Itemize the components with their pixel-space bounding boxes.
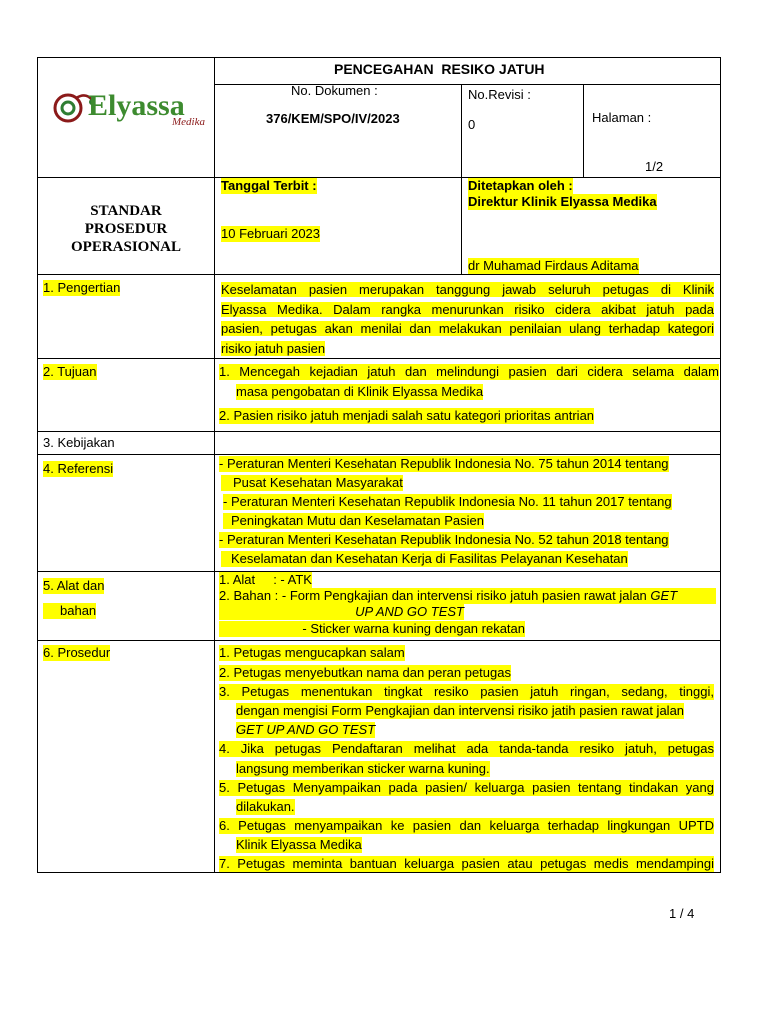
pengertian-line: Keselamatan pasien merupakan tanggung jawab seluruh petugas di Klinik: [221, 282, 714, 297]
prosedur-step: 2. Petugas menyebutkan nama dan peran petugas: [219, 665, 511, 680]
kebijakan-label: 3. Kebijakan: [43, 435, 115, 450]
pengertian-line: Elyassa Medika. Dalam rangka menurunkan risiko cidera akibat jatuh pada: [221, 301, 714, 317]
halaman-value: 1/2: [645, 159, 664, 174]
referensi-line: - Peraturan Menteri Kesehatan Republik Indonesia No. 52 tahun 2018 tentang: [219, 532, 669, 547]
tujuan-label: 2. Tujuan: [43, 364, 97, 379]
tanggal-terbit-label: Tanggal Terbit :: [221, 178, 317, 193]
prosedur-step: 1. Petugas mengucapkan salam: [219, 645, 405, 660]
pengertian-line: pasien, petugas akan menilai dan melakukan penilaian ulang terhadap kategori: [221, 321, 714, 336]
alat-item: 1. Alat : - ATK: [219, 572, 312, 587]
prosedur-step-cont: GET UP AND GO TEST: [236, 722, 376, 737]
ditetapkan-value: Direktur Klinik Elyassa Medika: [468, 194, 657, 209]
referensi-line: Pusat Kesehatan Masyarakat: [221, 475, 403, 491]
sop-heading-line1: STANDAR: [90, 203, 162, 219]
tujuan-item1-line2: masa pengobatan di Klinik Elyassa Medika: [236, 384, 484, 399]
logo-text: Elyassa: [88, 89, 185, 122]
bahan-item: 2. Bahan : - Form Pengkajian dan intervensi risiko jatuh pasien rawat jalan GET: [219, 588, 716, 604]
clinic-logo: [46, 88, 208, 132]
pengertian-line: risiko jatuh pasien: [221, 340, 326, 356]
alat-bahan-label-line1: 5. Alat dan: [43, 578, 105, 593]
prosedur-step-cont: Klinik Elyassa Medika: [236, 837, 362, 852]
sop-heading: [38, 202, 214, 256]
prosedur-label: 6. Prosedur: [43, 645, 111, 660]
no-revisi-value: 0: [468, 117, 476, 132]
prosedur-step-cont: langsung memberikan sticker warna kuning.: [236, 761, 490, 776]
signatory-name: dr Muhamad Firdaus Aditama: [468, 258, 639, 273]
prosedur-step-cont: dengan mengisi Form Pengkajian dan intervensi risiko jatih pasien rawat jalan: [236, 703, 685, 718]
document-title: PENCEGAHAN RESIKO JATUH: [334, 61, 545, 77]
referensi-line: Keselamatan dan Kesehatan Kerja di Fasilitas Pelayanan Kesehatan: [221, 551, 628, 567]
page-number: 1 / 4: [669, 906, 695, 921]
tujuan-item1-line1: 1. Mencegah kejadian jatuh dan melindungi pasien dari cidera selama dalam: [219, 364, 719, 379]
bahan-sticker: - Sticker warna kuning dengan rekatan: [219, 621, 525, 637]
sop-heading-line3: OPERASIONAL: [70, 239, 182, 255]
prosedur-step: 4. Jika petugas Pendaftaran melihat ada tanda-tanda resiko jatuh, petugas: [219, 741, 714, 756]
alat-bahan-label-line2: bahan: [43, 603, 96, 619]
pengertian-label: 1. Pengertian: [43, 280, 121, 295]
halaman-label: Halaman :: [592, 110, 652, 125]
logo-subtext: Medika: [172, 116, 205, 128]
tujuan-item2: 2. Pasien risiko jatuh menjadi salah satu kategori prioritas antrian: [219, 408, 595, 423]
referensi-line: - Peraturan Menteri Kesehatan Republik Indonesia No. 11 tahun 2017 tentang: [223, 494, 672, 509]
prosedur-step: 7. Petugas meminta bantuan keluarga pasien atau petugas medis mendampingi: [219, 856, 714, 871]
referensi-line: - Peraturan Menteri Kesehatan Republik Indonesia No. 75 tahun 2014 tentang: [219, 456, 669, 471]
bahan-item-cont: UP AND GO TEST: [219, 604, 464, 620]
referensi-label: 4. Referensi: [43, 461, 114, 476]
prosedur-step: 3. Petugas menentukan tingkat resiko pasien jatuh ringan, sedang, tinggi,: [219, 684, 714, 699]
prosedur-step: 6. Petugas menyampaikan ke pasien dan keluarga terhadap lingkungan UPTD: [219, 818, 714, 833]
no-dokumen-value: 376/KEM/SPO/IV/2023: [266, 111, 400, 126]
ditetapkan-label: Ditetapkan oleh :: [468, 178, 573, 193]
sop-heading-line2: PROSEDUR: [84, 221, 168, 237]
prosedur-step: 5. Petugas Menyampaikan pada pasien/ keluarga pasien tentang tindakan yang: [219, 780, 714, 795]
no-revisi-label: No.Revisi :: [468, 87, 531, 102]
prosedur-step-cont: dilakukan.: [236, 799, 295, 814]
pengertian-text: [221, 280, 714, 358]
referensi-line: Peningkatan Mutu dan Keselamatan Pasien: [223, 513, 484, 529]
no-dokumen-label: No. Dokumen :: [291, 83, 378, 98]
tanggal-terbit-value: 10 Februari 2023: [221, 226, 321, 241]
